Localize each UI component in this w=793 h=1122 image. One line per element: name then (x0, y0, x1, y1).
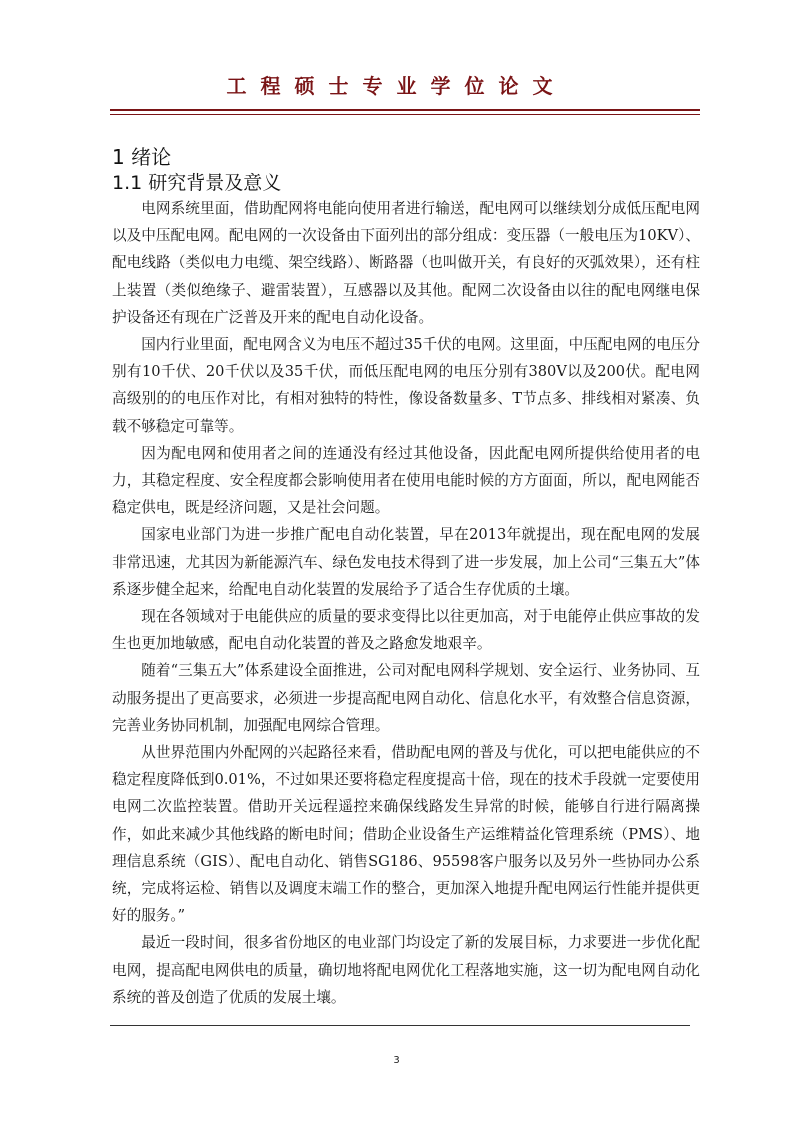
paragraph-7: 从世界范围内外配网的兴起路径来看，借助配电网的普及与优化，可以把电能供应的不稳定程度降低到0.01%，不过如果还要将稳定程度提高十倍，现在的技术手段就一定要使用电网二次监控装置。借助开关远程遥控来确保线路发生异常的时候，能够自行进行隔离操作，如此来减少其他线路的断电时间；借助企业设备生产运维精益化管理系统（PMS）、地理信息系统（GIS）、配电自动化、销售SG186、95598客户服务以及另外一些协同办公系统，完成将运检、销售以及调度末端工作的整合，更加深入地提升配电网运行性能并提供更好的服务。” (112, 744, 700, 925)
header-divider-thick (110, 109, 700, 111)
paragraph-2: 国内行业里面，配电网含义为电压不超过35千伏的电网。这里面，中压配电网的电压分别有10千伏、20千伏以及35千伏，而低压配电网的电压分别有380V以及200伏。配电网高级别的的电压作对比，有相对独特的特性，像设备数量多、T节点多、排线相对紧凑、负载不够稳定可靠等。 (112, 336, 700, 435)
header-divider-thin (110, 114, 700, 115)
footer-divider (110, 1025, 690, 1026)
running-header-title: 工程硕士专业学位论文 (226, 74, 567, 98)
section-heading: 1.1 研究背景及意义 (112, 172, 282, 194)
body-text (112, 195, 700, 1011)
paragraph-1: 电网系统里面，借助配网将电能向使用者进行输送，配电网可以继续划分成低压配电网以及中压配电网。配电网的一次设备由下面列出的部分组成：变压器（一般电压为10KV）、配电线路（类似电力电缆、架空线路）、断路器（也叫做开关，有良好的灭弧效果），还有柱上装置（类似绝缘子、避雷装置），互感器以及其他。配网二次设备由以往的配电网继电保护设备还有现在广泛普及开来的配电自动化设备。 (112, 200, 700, 326)
paragraph-3: 因为配电网和使用者之间的连通没有经过其他设备，因此配电网所提供给使用者的电力，其稳定程度、安全程度都会影响使用者在使用电能时候的方方面面，所以，配电网能否稳定供电，既是经济问题，又是社会问题。 (112, 444, 700, 517)
chapter-heading: 1 绪论 (112, 145, 172, 169)
paragraph-4: 国家电业部门为进一步推广配电自动化装置，早在2013年就提出，现在配电网的发展非常迅速，尤其因为新能源汽车、绿色发电技术得到了进一步发展，加上公司“三集五大”体系逐步健全起来，给配电自动化装置的发展给予了适合生存优质的土壤。 (112, 526, 700, 598)
paragraph-5: 现在各领域对于电能供应的质量的要求变得比以往更加高，对于电能停止供应事故的发生也更加地敏感，配电自动化装置的普及之路愈发地艰辛。 (112, 608, 700, 653)
paragraph-8: 最近一段时间，很多省份地区的电业部门均设定了新的发展目标，力求要进一步优化配电网，提高配电网供电的质量，确切地将配电网优化工程落地实施，这一切为配电网自动化系统的普及创造了优质的发展土壤。 (112, 934, 700, 1006)
paragraph-6: 随着“三集五大”体系建设全面推进，公司对配电网科学规划、安全运行、业务协同、互动服务提出了更高要求，必须进一步提高配电网自动化、信息化水平，有效整合信息资源，完善业务协同机制，加强配电网综合管理。 (112, 662, 700, 734)
page-number: 3 (393, 1055, 400, 1066)
